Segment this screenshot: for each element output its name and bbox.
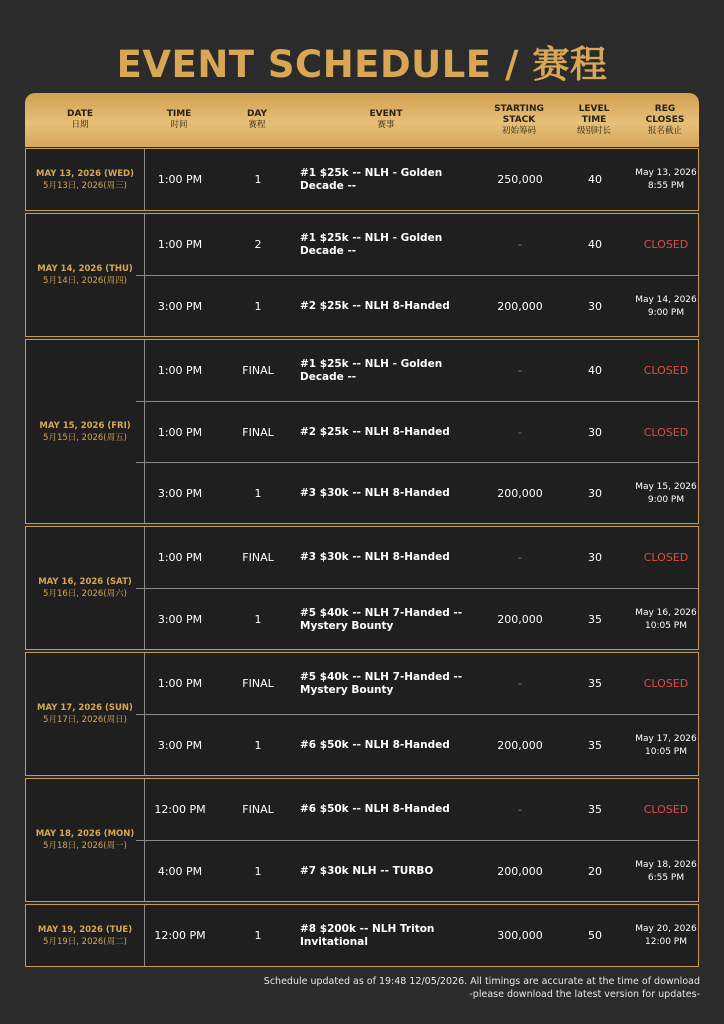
cell-stack: - [518, 364, 522, 377]
cell-level: 35 [588, 803, 602, 816]
reg-date: May 16, 2026 [635, 607, 697, 618]
table-row [136, 527, 698, 588]
cell-day: 2 [254, 238, 262, 251]
cell-event: #2 $25k -- NLH 8-Handed [300, 300, 450, 312]
cell-event: #5 $40k -- NLH 7-Handed -- Mystery Bounty [300, 670, 463, 696]
cell-time: 12:00 PM [154, 929, 206, 942]
date-group [25, 526, 699, 650]
date-cell [26, 653, 145, 775]
header-level-en1: LEVEL [578, 103, 610, 114]
closed-status: CLOSED [643, 426, 689, 439]
table-row [136, 462, 698, 524]
date-cell [26, 340, 145, 523]
cell-event: #6 $50k -- NLH 8-Handed [300, 803, 450, 815]
cell-event: #2 $25k -- NLH 8-Handed [300, 426, 450, 438]
reg-time: 10:05 PM [645, 746, 687, 757]
footer-line-1: Schedule updated as of 19:48 12/05/2026. All timings are accurate at the time of download [263, 976, 700, 987]
header-reg-zh: 报名截止 [647, 125, 682, 136]
cell-level: 30 [588, 300, 602, 313]
cell-time: 3:00 PM [157, 613, 203, 626]
cell-time: 3:00 PM [157, 739, 203, 752]
cell-day: 1 [254, 613, 262, 626]
cell-time: 4:00 PM [157, 865, 203, 878]
header-stack-en1: STARTING [494, 103, 544, 114]
cell-day: 1 [254, 487, 262, 500]
header-stack-zh: 初始筹码 [501, 125, 536, 136]
date-zh: 5月18日, 2026(周一) [43, 841, 127, 851]
closed-status: CLOSED [643, 238, 689, 251]
reg-date: May 15, 2026 [635, 481, 697, 492]
table-row [136, 714, 698, 776]
cell-level: 30 [588, 426, 602, 439]
cell-stack: 200,000 [497, 300, 543, 313]
cell-stack: - [518, 677, 522, 690]
table-row [136, 653, 698, 714]
cell-day: FINAL [242, 677, 274, 690]
header-reg [631, 93, 699, 147]
date-en: MAY 18, 2026 (MON) [35, 829, 135, 839]
cell-time: 3:00 PM [157, 487, 203, 500]
cell-event: #7 $30k NLH -- TURBO [300, 865, 434, 877]
cell-event: #3 $30k -- NLH 8-Handed [300, 487, 450, 499]
table-row [136, 779, 698, 840]
cell-level: 30 [588, 487, 602, 500]
cell-time: 3:00 PM [157, 300, 203, 313]
date-en: MAY 17, 2026 (SUN) [37, 703, 133, 713]
cell-level: 40 [588, 364, 602, 377]
date-cell [26, 149, 145, 210]
reg-date: May 18, 2026 [635, 859, 697, 870]
cell-stack: 200,000 [497, 613, 543, 626]
cell-reg-closes [632, 463, 700, 524]
header-date-en: DATE [66, 109, 94, 119]
cell-stack: 300,000 [497, 929, 543, 942]
header-stack [481, 93, 557, 147]
cell-time: 1:00 PM [157, 238, 203, 251]
cell-reg-closes [632, 149, 700, 210]
cell-level: 40 [588, 173, 602, 186]
cell-level: 50 [588, 929, 602, 942]
cell-event: #1 $25k -- NLH - Golden Decade -- [300, 166, 443, 192]
closed-status: CLOSED [643, 364, 689, 377]
date-group [25, 213, 699, 337]
cell-day: FINAL [242, 426, 274, 439]
reg-time: 10:05 PM [645, 620, 687, 631]
cell-event: #3 $30k -- NLH 8-Handed [300, 551, 450, 563]
header-day-zh: 赛程 [248, 120, 266, 130]
cell-day: 1 [254, 300, 262, 313]
date-cell [26, 214, 145, 336]
table-row [136, 340, 698, 401]
date-group [25, 652, 699, 776]
cell-day: 1 [254, 929, 262, 942]
cell-reg-closes [632, 841, 700, 902]
header-time-en: TIME [166, 109, 192, 119]
header-time [135, 93, 223, 147]
cell-day: FINAL [242, 551, 274, 564]
date-group [25, 148, 699, 211]
cell-event: #1 $25k -- NLH - Golden Decade -- [300, 231, 443, 257]
header-day-en: DAY [246, 109, 268, 119]
date-zh: 5月15日, 2026(周五) [43, 432, 127, 443]
table-row [136, 840, 698, 902]
cell-day: FINAL [242, 803, 274, 816]
cell-event: #6 $50k -- NLH 8-Handed [300, 739, 450, 751]
cell-level: 40 [588, 238, 602, 251]
header-stack-en2: STACK [502, 114, 536, 125]
footer-note [264, 975, 700, 1001]
date-cell [26, 779, 145, 901]
table-row [136, 588, 698, 650]
cell-stack: 250,000 [497, 173, 543, 186]
date-en: MAY 14, 2026 (THU) [37, 264, 133, 274]
cell-time: 1:00 PM [157, 426, 203, 439]
cell-level: 20 [588, 865, 602, 878]
cell-event: #1 $25k -- NLH - Golden Decade -- [300, 357, 443, 383]
date-en: MAY 16, 2026 (SAT) [38, 577, 132, 587]
date-en: MAY 19, 2026 (TUE) [37, 924, 133, 935]
cell-day: 1 [254, 739, 262, 752]
reg-time: 9:00 PM [647, 307, 685, 318]
reg-time: 8:55 PM [647, 180, 685, 191]
closed-status: CLOSED [643, 677, 689, 690]
cell-stack: - [518, 426, 522, 439]
cell-time: 1:00 PM [157, 173, 203, 186]
header-reg-en1: REG [654, 103, 676, 114]
reg-time: 6:55 PM [647, 872, 685, 883]
date-zh: 5月14日, 2026(周四) [43, 276, 127, 286]
reg-time: 9:00 PM [647, 494, 685, 505]
header-date-zh: 日期 [71, 120, 89, 130]
reg-date: May 13, 2026 [635, 167, 697, 178]
cell-stack: 200,000 [497, 487, 543, 500]
cell-time: 12:00 PM [154, 803, 206, 816]
cell-level: 35 [588, 613, 602, 626]
header-event-en: EVENT [369, 109, 403, 119]
cell-reg-closes [632, 276, 700, 337]
reg-date: May 14, 2026 [635, 294, 697, 305]
cell-reg-closes [632, 905, 700, 966]
cell-reg-closes [632, 715, 700, 776]
cell-time: 1:00 PM [157, 551, 203, 564]
cell-stack: - [518, 551, 522, 564]
date-zh: 5月17日, 2026(周日) [43, 715, 127, 725]
cell-day: 1 [254, 865, 262, 878]
cell-level: 30 [588, 551, 602, 564]
date-en: MAY 13, 2026 (WED) [36, 168, 134, 179]
cell-day: 1 [254, 173, 262, 186]
header-level-en2: TIME [581, 114, 607, 125]
cell-event: #5 $40k -- NLH 7-Handed -- Mystery Bounty [300, 606, 463, 632]
reg-date: May 17, 2026 [635, 733, 697, 744]
cell-level: 35 [588, 739, 602, 752]
cell-day: FINAL [242, 364, 274, 377]
date-cell [26, 527, 145, 649]
date-group [25, 339, 699, 524]
cell-reg-closes [632, 589, 700, 650]
closed-status: CLOSED [643, 551, 689, 564]
header-event [291, 93, 481, 147]
header-level-zh: 级别时长 [576, 125, 611, 136]
closed-status: CLOSED [643, 803, 689, 816]
table-row [136, 214, 698, 275]
date-zh: 5月16日, 2026(周六) [43, 589, 127, 599]
header-level [557, 93, 631, 147]
cell-event: #8 $200k -- NLH Triton Invitational [300, 922, 435, 948]
page-title: EVENT SCHEDULE / 赛程 [116, 43, 608, 86]
date-group [25, 904, 699, 967]
footer-line-2: -please download the latest version for updates- [469, 989, 700, 1000]
cell-stack: 200,000 [497, 865, 543, 878]
cell-stack: - [518, 238, 522, 251]
date-group [25, 778, 699, 902]
header-reg-en2: CLOSES [645, 114, 685, 125]
reg-time: 12:00 PM [645, 936, 687, 947]
table-row [136, 149, 698, 210]
table-row [136, 401, 698, 463]
date-zh: 5月13日, 2026(周三) [43, 180, 127, 191]
date-zh: 5月19日, 2026(周二) [43, 936, 127, 947]
cell-stack: - [518, 803, 522, 816]
header-day [223, 93, 291, 147]
cell-time: 1:00 PM [157, 364, 203, 377]
table-row [136, 275, 698, 337]
cell-stack: 200,000 [497, 739, 543, 752]
table-row [136, 905, 698, 966]
header-event-zh: 赛事 [377, 120, 395, 130]
cell-time: 1:00 PM [157, 677, 203, 690]
cell-level: 35 [588, 677, 602, 690]
table-header [25, 93, 699, 147]
reg-date: May 20, 2026 [635, 923, 697, 934]
header-time-zh: 时间 [170, 120, 188, 130]
date-en: MAY 15, 2026 (FRI) [39, 420, 131, 431]
date-cell [26, 905, 145, 966]
header-date [25, 93, 135, 147]
